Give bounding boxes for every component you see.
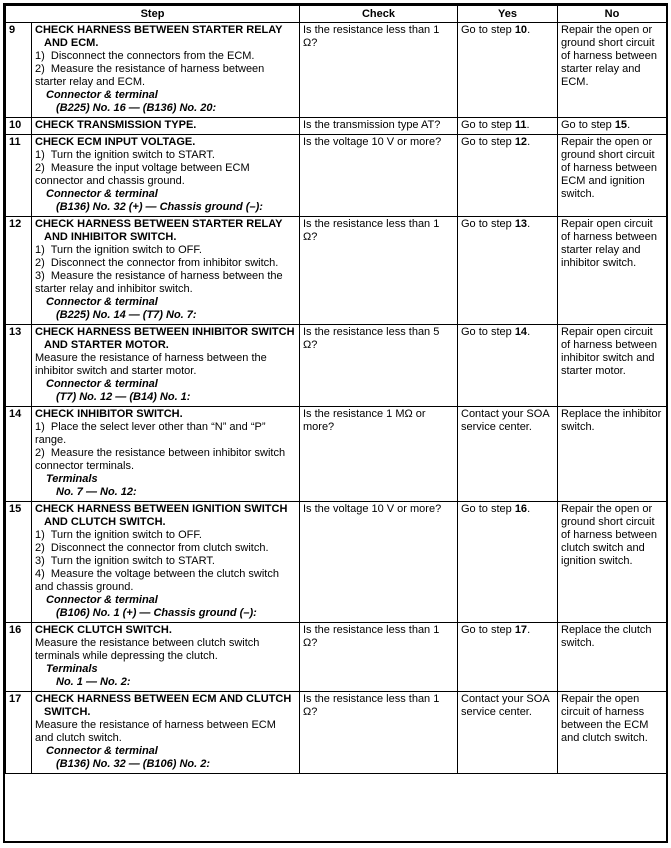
no-cell [558, 502, 667, 623]
check-cell: Is the transmission type AT? [300, 118, 458, 135]
terminal-spec: (B225) No. 16 — (B136) No. 20: [56, 102, 217, 114]
step-instruction: 1) Turn the ignition switch to OFF. [35, 529, 202, 541]
step-instruction: 1) Turn the ignition switch to OFF. [35, 244, 202, 256]
step-instruction: Measure the resistance between clutch switch terminals while depressing the clutch. [35, 637, 263, 662]
no-cell [558, 407, 667, 502]
yes-cell [458, 135, 558, 217]
terminal-spec: No. 7 — No. 12: [56, 486, 137, 498]
step-instruction: 1) Turn the ignition switch to START. [35, 149, 215, 161]
step-reference: 16 [514, 503, 528, 515]
step-number-cell: 14 [6, 407, 32, 502]
cell-text: . [627, 119, 631, 131]
cell-text: Go to step [461, 624, 515, 636]
cell-text: Contact your SOA service center. [461, 693, 550, 718]
step-title: CHECK HARNESS BETWEEN INHIBITOR SWITCH AND STARTER MOTOR. [35, 326, 295, 351]
step-number-cell: 9 [6, 23, 32, 118]
step-cell [32, 135, 300, 217]
procedure-row [6, 118, 667, 135]
step-number-cell: 15 [6, 502, 32, 623]
cell-text: Replace the clutch switch. [561, 624, 652, 649]
check-cell: Is the resistance less than 1 Ω? [300, 217, 458, 325]
check-cell: Is the voltage 10 V or more? [300, 502, 458, 623]
procedure-row [6, 407, 667, 502]
terminal-heading: Connector & terminal [46, 378, 158, 390]
yes-cell [458, 325, 558, 407]
no-cell [558, 118, 667, 135]
step-number-cell: 12 [6, 217, 32, 325]
terminal-heading: Terminals [46, 473, 98, 485]
step-cell [32, 23, 300, 118]
terminal-heading: Connector & terminal [46, 296, 158, 308]
terminal-heading: Connector & terminal [46, 745, 158, 757]
step-title: CHECK ECM INPUT VOLTAGE. [35, 136, 196, 148]
terminal-spec: (B136) No. 32 (+) — Chassis ground (–): [56, 201, 263, 213]
cell-text: Go to step [461, 326, 515, 338]
cell-text: . [527, 24, 531, 36]
cell-text: Go to step [461, 24, 515, 36]
step-title: CHECK HARNESS BETWEEN ECM AND CLUTCH SWITCH. [35, 693, 292, 718]
step-cell [32, 118, 300, 135]
step-reference: 10 [514, 24, 528, 36]
no-cell [558, 23, 667, 118]
step-number-cell: 10 [6, 118, 32, 135]
step-instruction: 2) Measure the resistance between inhibitor switch connector terminals. [35, 447, 289, 472]
check-cell: Is the resistance less than 5 Ω? [300, 325, 458, 407]
cell-text: Repair the open or ground short circuit of harness between starter relay and ECM. [561, 24, 658, 88]
terminal-heading: Connector & terminal [46, 594, 158, 606]
yes-cell [458, 118, 558, 135]
cell-text: Replace the inhibitor switch. [561, 408, 662, 433]
page-frame [3, 3, 668, 843]
yes-cell [458, 692, 558, 774]
yes-cell [458, 407, 558, 502]
table-header-row [6, 6, 667, 23]
step-reference: 12 [514, 136, 528, 148]
procedure-row [6, 135, 667, 217]
step-instruction: 2) Measure the input voltage between ECM connector and chassis ground. [35, 162, 253, 187]
procedure-row [6, 217, 667, 325]
yes-cell [458, 623, 558, 692]
step-cell [32, 325, 300, 407]
col-header-check: Check [300, 6, 458, 23]
check-cell: Is the resistance less than 1 Ω? [300, 623, 458, 692]
step-reference: 15 [614, 119, 628, 131]
step-instruction: 2) Measure the resistance of harness between starter relay and ECM. [35, 63, 268, 88]
cell-text: Go to step [561, 119, 615, 131]
cell-text: Repair the open or ground short circuit of harness between clutch switch and ignition switch. [561, 503, 658, 567]
procedure-row [6, 623, 667, 692]
cell-text: . [527, 624, 531, 636]
step-instruction: 1) Disconnect the connectors from the ECM. [35, 50, 255, 62]
diagnostic-procedure-table [5, 5, 667, 774]
step-instruction: Measure the resistance of harness between the inhibitor switch and starter motor. [35, 352, 270, 377]
cell-text: Repair open circuit of harness between inhibitor switch and starter motor. [561, 326, 658, 377]
step-reference: 11 [514, 119, 527, 131]
step-reference: 17 [514, 624, 528, 636]
cell-text: Repair open circuit of harness between starter relay and inhibitor switch. [561, 218, 658, 269]
procedure-row [6, 325, 667, 407]
step-number-cell: 13 [6, 325, 32, 407]
cell-text: . [526, 119, 530, 131]
step-cell [32, 692, 300, 774]
step-title: CHECK HARNESS BETWEEN IGNITION SWITCH AND CLUTCH SWITCH. [35, 503, 288, 528]
check-cell: Is the resistance less than 1 Ω? [300, 23, 458, 118]
cell-text: Contact your SOA service center. [461, 408, 550, 433]
step-instruction: 3) Turn the ignition switch to START. [35, 555, 215, 567]
step-instruction: 1) Place the select lever other than “N” and “P” range. [35, 421, 269, 446]
procedure-row [6, 692, 667, 774]
terminal-spec: No. 1 — No. 2: [56, 676, 131, 688]
terminal-spec: (B225) No. 14 — (T7) No. 7: [56, 309, 197, 321]
col-header-step: Step [6, 6, 300, 23]
no-cell [558, 325, 667, 407]
col-header-yes: Yes [458, 6, 558, 23]
step-title: CHECK HARNESS BETWEEN STARTER RELAY AND ECM. [35, 24, 283, 49]
cell-text: . [527, 218, 531, 230]
step-title: CHECK TRANSMISSION TYPE. [35, 119, 197, 131]
yes-cell [458, 23, 558, 118]
cell-text: Repair the open circuit of harness between the ECM and clutch switch. [561, 693, 649, 744]
step-reference: 13 [514, 218, 528, 230]
no-cell [558, 623, 667, 692]
step-title: CHECK INHIBITOR SWITCH. [35, 408, 183, 420]
step-reference: 14 [514, 326, 528, 338]
terminal-spec: (T7) No. 12 — (B14) No. 1: [56, 391, 191, 403]
check-cell: Is the voltage 10 V or more? [300, 135, 458, 217]
terminal-heading: Connector & terminal [46, 89, 158, 101]
no-cell [558, 692, 667, 774]
check-cell: Is the resistance less than 1 Ω? [300, 692, 458, 774]
step-number-cell: 17 [6, 692, 32, 774]
cell-text: Go to step [461, 218, 515, 230]
step-instruction: 3) Measure the resistance of harness between the starter relay and inhibitor switch. [35, 270, 286, 295]
cell-text: . [527, 326, 531, 338]
yes-cell [458, 502, 558, 623]
no-cell [558, 217, 667, 325]
terminal-heading: Connector & terminal [46, 188, 158, 200]
procedure-table-body [6, 23, 667, 774]
step-title: CHECK HARNESS BETWEEN STARTER RELAY AND INHIBITOR SWITCH. [35, 218, 283, 243]
step-cell [32, 217, 300, 325]
cell-text: Go to step [461, 119, 515, 131]
procedure-row [6, 502, 667, 623]
step-instruction: 4) Measure the voltage between the clutch switch and chassis ground. [35, 568, 283, 593]
cell-text: Repair the open or ground short circuit of harness between ECM and ignition switch. [561, 136, 658, 200]
step-instruction: Measure the resistance of harness between ECM and clutch switch. [35, 719, 279, 744]
yes-cell [458, 217, 558, 325]
procedure-row [6, 23, 667, 118]
step-cell [32, 407, 300, 502]
no-cell [558, 135, 667, 217]
step-instruction: 2) Disconnect the connector from inhibitor switch. [35, 257, 279, 269]
step-instruction: 2) Disconnect the connector from clutch switch. [35, 542, 269, 554]
check-cell: Is the resistance 1 MΩ or more? [300, 407, 458, 502]
cell-text: Go to step [461, 503, 515, 515]
terminal-heading: Terminals [46, 663, 98, 675]
terminal-spec: (B136) No. 32 — (B106) No. 2: [56, 758, 211, 770]
col-header-no: No [558, 6, 667, 23]
step-title: CHECK CLUTCH SWITCH. [35, 624, 172, 636]
terminal-spec: (B106) No. 1 (+) — Chassis ground (–): [56, 607, 257, 619]
step-number-cell: 16 [6, 623, 32, 692]
cell-text: . [527, 503, 531, 515]
step-cell [32, 623, 300, 692]
cell-text: . [527, 136, 531, 148]
step-cell [32, 502, 300, 623]
cell-text: Go to step [461, 136, 515, 148]
step-number-cell: 11 [6, 135, 32, 217]
